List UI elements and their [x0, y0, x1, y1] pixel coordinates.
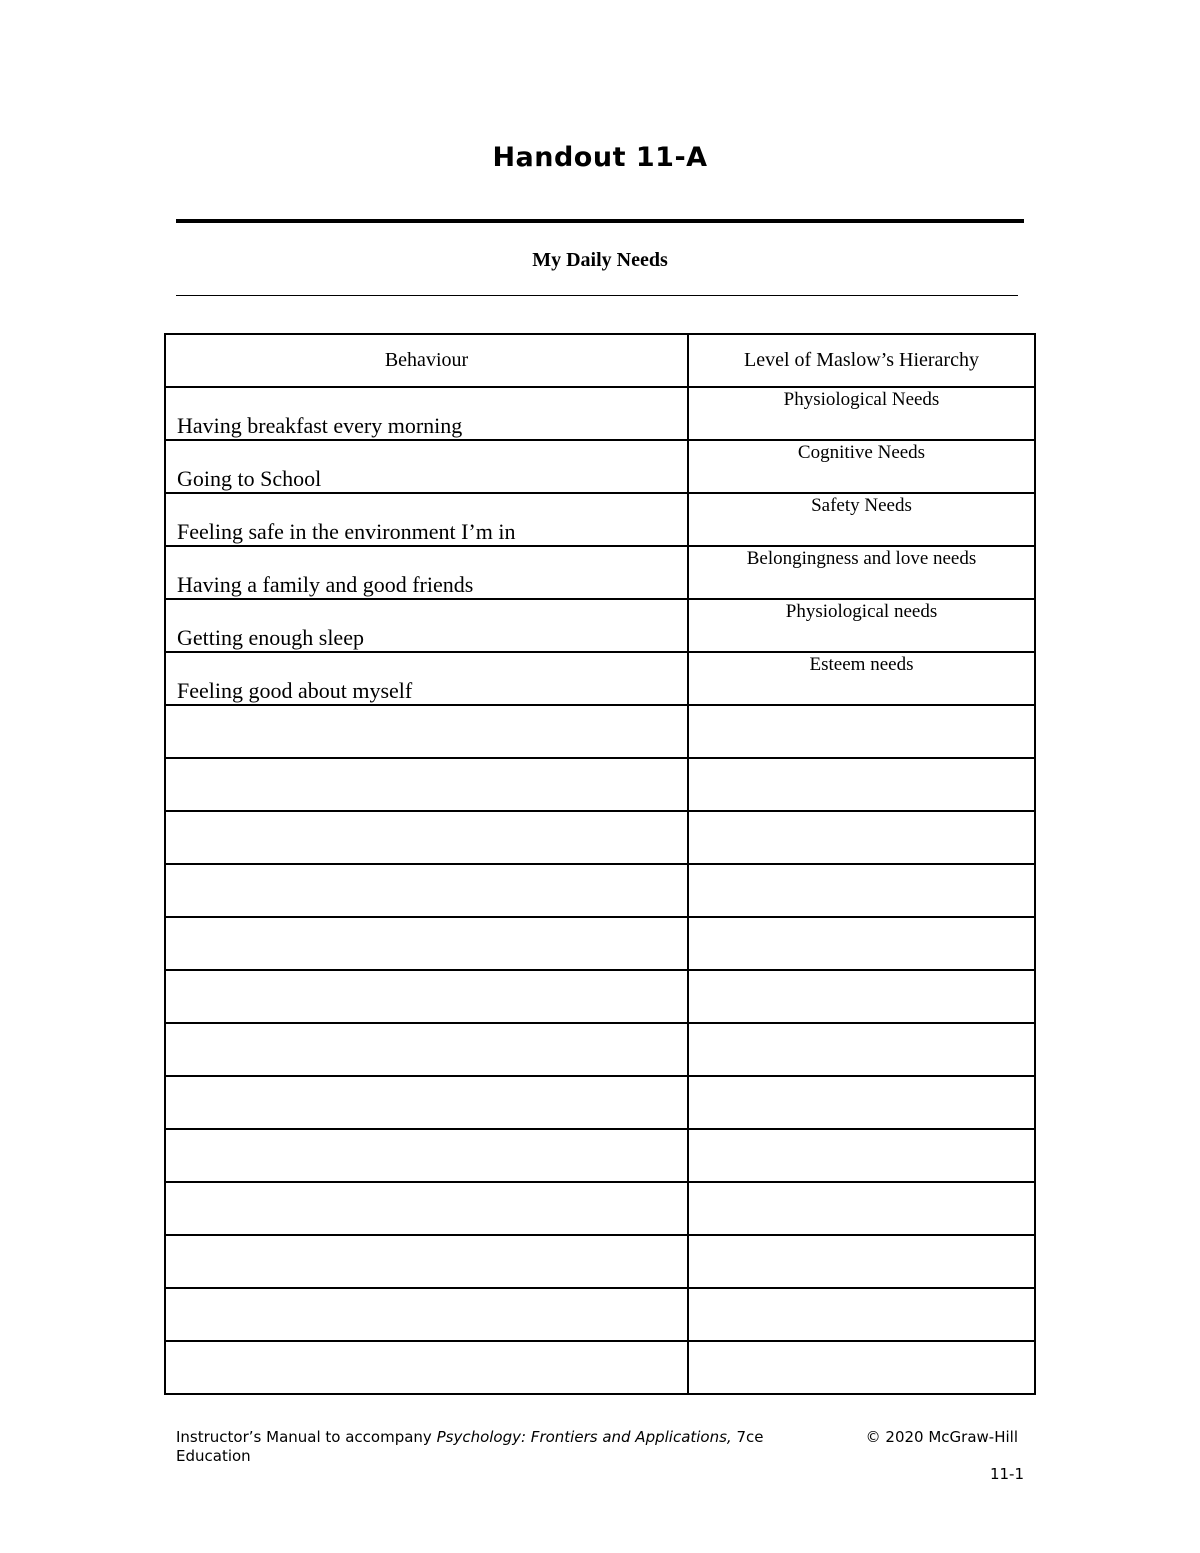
table-row — [165, 440, 1035, 493]
header-behaviour: Behaviour — [165, 334, 688, 387]
table-row — [165, 1129, 1035, 1182]
table-row — [165, 705, 1035, 758]
behaviour-cell[interactable] — [165, 1023, 688, 1076]
table-body — [165, 387, 1035, 1394]
maslow-level-cell[interactable]: Physiological Needs — [688, 387, 1035, 440]
maslow-level-cell[interactable]: Belongingness and love needs — [688, 546, 1035, 599]
behaviour-cell[interactable]: Feeling safe in the environment I’m in — [165, 493, 688, 546]
behaviour-cell[interactable] — [165, 758, 688, 811]
behaviour-cell[interactable]: Having breakfast every morning — [165, 387, 688, 440]
maslow-level-cell[interactable] — [688, 970, 1035, 1023]
behaviour-cell[interactable] — [165, 1341, 688, 1394]
maslow-level-cell[interactable] — [688, 1341, 1035, 1394]
behaviour-cell[interactable] — [165, 864, 688, 917]
header-maslow-level: Level of Maslow’s Hierarchy — [688, 334, 1035, 387]
table-row — [165, 652, 1035, 705]
behaviour-cell[interactable]: Having a family and good friends — [165, 546, 688, 599]
behaviour-cell[interactable] — [165, 917, 688, 970]
handout-title: Handout 11-A — [492, 142, 708, 173]
table-row — [165, 811, 1035, 864]
behaviour-cell[interactable] — [165, 1235, 688, 1288]
maslow-level-cell[interactable] — [688, 1076, 1035, 1129]
maslow-level-cell[interactable] — [688, 1023, 1035, 1076]
table-row — [165, 387, 1035, 440]
table-row — [165, 1235, 1035, 1288]
table-header-row — [165, 334, 1035, 387]
maslow-level-cell[interactable] — [688, 811, 1035, 864]
table-row — [165, 546, 1035, 599]
table-row — [165, 493, 1035, 546]
table-row — [165, 1182, 1035, 1235]
table-row — [165, 758, 1035, 811]
maslow-level-cell[interactable] — [688, 1129, 1035, 1182]
table-row — [165, 599, 1035, 652]
maslow-level-cell[interactable] — [688, 864, 1035, 917]
table-row — [165, 1288, 1035, 1341]
behaviour-cell[interactable] — [165, 1076, 688, 1129]
behaviour-cell[interactable] — [165, 1288, 688, 1341]
maslow-level-cell[interactable] — [688, 1235, 1035, 1288]
table-row — [165, 970, 1035, 1023]
maslow-level-cell[interactable] — [688, 705, 1035, 758]
maslow-level-cell[interactable]: Physiological needs — [688, 599, 1035, 652]
maslow-level-cell[interactable] — [688, 1288, 1035, 1341]
footer-edition: 7ce — [731, 1428, 764, 1446]
footer — [176, 1428, 1018, 1466]
maslow-level-cell[interactable]: Safety Needs — [688, 493, 1035, 546]
behaviour-cell[interactable] — [165, 970, 688, 1023]
table-row — [165, 917, 1035, 970]
footer-copyright: © 2020 McGraw-Hill — [865, 1428, 1018, 1446]
footer-prefix: Instructor’s Manual to accompany — [176, 1428, 437, 1446]
behaviour-cell[interactable]: Going to School — [165, 440, 688, 493]
title-divider-thick — [176, 219, 1024, 223]
footer-book-title: Psychology: Frontiers and Applications, — [436, 1428, 732, 1446]
maslow-level-cell[interactable] — [688, 917, 1035, 970]
footer-publisher: Education — [176, 1447, 251, 1465]
behaviour-cell[interactable] — [165, 1129, 688, 1182]
table-row — [165, 1076, 1035, 1129]
maslow-level-cell[interactable]: Cognitive Needs — [688, 440, 1035, 493]
table-row — [165, 1023, 1035, 1076]
maslow-level-cell[interactable]: Esteem needs — [688, 652, 1035, 705]
behaviour-cell[interactable]: Getting enough sleep — [165, 599, 688, 652]
table-row — [165, 864, 1035, 917]
needs-table — [164, 333, 1036, 1395]
subtitle-divider-thin — [176, 295, 1018, 296]
behaviour-cell[interactable]: Feeling good about myself — [165, 652, 688, 705]
behaviour-cell[interactable] — [165, 1182, 688, 1235]
behaviour-cell[interactable] — [165, 811, 688, 864]
maslow-level-cell[interactable] — [688, 758, 1035, 811]
maslow-level-cell[interactable] — [688, 1182, 1035, 1235]
page-number: 11-1 — [989, 1465, 1024, 1483]
behaviour-cell[interactable] — [165, 705, 688, 758]
table-row — [165, 1341, 1035, 1394]
handout-subtitle: My Daily Needs — [532, 249, 668, 271]
